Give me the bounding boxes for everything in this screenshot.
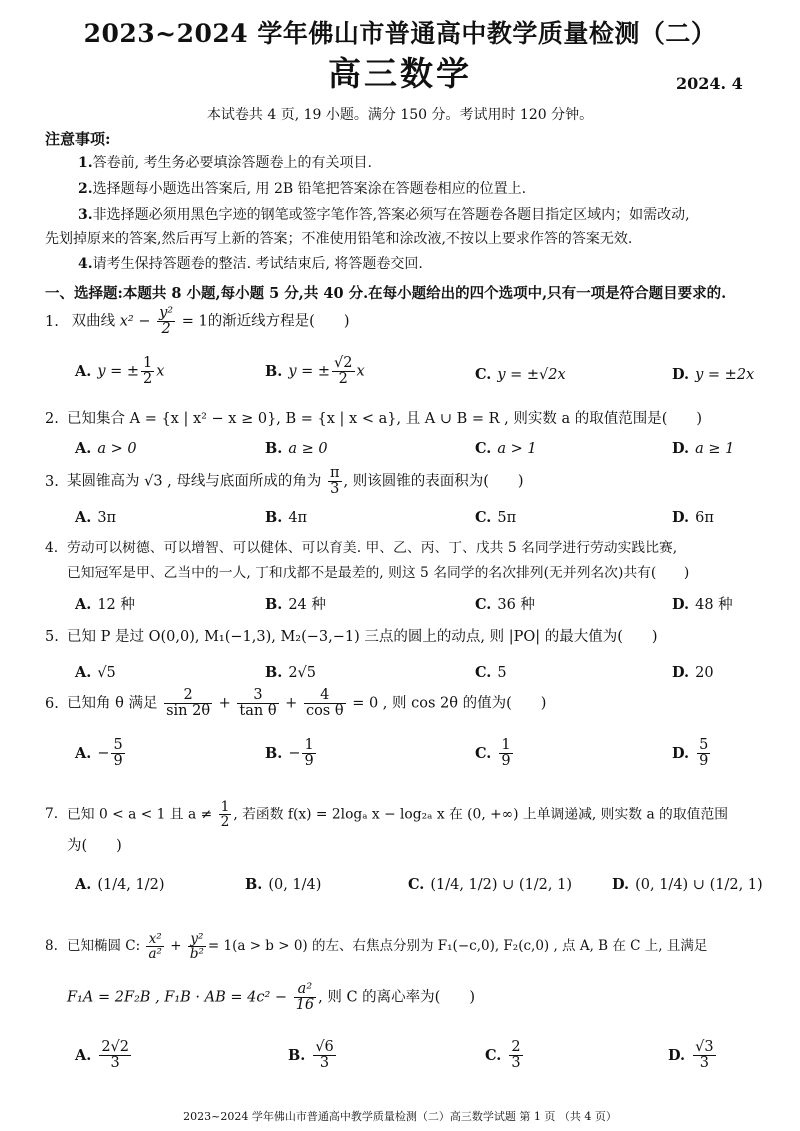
question-5-option-b[interactable]: B. 2√5 xyxy=(265,664,317,681)
question-2: 2. 已知集合 A = {x | x² − x ≥ 0}, B = {x | x < a}, 且 A ∪ B = R , 则实数 a 的取值范围是( ) xyxy=(45,411,703,427)
question-1-option-a[interactable]: A. y = ± $\frac{1}{2}$ x xyxy=(75,355,165,388)
question-2-option-b[interactable]: B. a ≥ 0 xyxy=(265,440,328,457)
question-8-option-b[interactable]: B. $\frac{√6}{3}$ xyxy=(288,1039,334,1072)
question-5: 5. 已知 P 是过 O(0,0), M₁(−1,3), M₂(−3,−1) 三点的圆上的动点, 则 |PO| 的最大值为( ) xyxy=(45,629,658,645)
question-8-option-a[interactable]: A. $\frac{2√2}{3}$ xyxy=(75,1039,130,1072)
question-7-option-a[interactable]: A. (1/4, 1/2) xyxy=(75,876,165,893)
question-3-option-b[interactable]: B. 4π xyxy=(265,509,308,526)
question-5-option-d[interactable]: D. 20 xyxy=(672,664,714,681)
question-2-option-a[interactable]: A. a > 0 xyxy=(75,440,137,457)
question-4-cont: 已知冠军是甲、乙当中的一人, 丁和戊都不是最差的, 则这 5 名同学的名次排列(无并列名次)共有( ) xyxy=(67,565,690,581)
notice-item: 2.选择题每小题选出答案后, 用 2B 铅笔把答案涂在答题卷相应的位置上. xyxy=(78,181,527,197)
question-7-option-d[interactable]: D. (0, 1/4) ∪ (1/2, 1) xyxy=(612,876,763,893)
notice-item: 1.答卷前, 考生务必要填涂答题卷上的有关项目. xyxy=(78,155,372,171)
notice-title: 注意事项: xyxy=(45,130,111,148)
question-8-option-d[interactable]: D. $\frac{√3}{3}$ xyxy=(668,1039,714,1072)
notice-item: 4.请考生保持答题卷的整洁. 考试结束后, 将答题卷交回. xyxy=(78,256,423,272)
section-heading: 一、选择题:本题共 8 小题,每小题 5 分,共 40 分.在每小题给出的四个选项中,只有一项是符合题目要求的. xyxy=(45,285,727,302)
question-2-option-d[interactable]: D. a ≥ 1 xyxy=(672,440,735,457)
question-6-option-b[interactable]: B. − $\frac{1}{9}$ xyxy=(265,737,314,770)
question-6: 6. 已知角 θ 满足 $\frac{2}{\sin 2\theta}$ + $\frac{3}{\text{tan θ}}$ + $\frac{4}{\text{cos θ}}$ = 0 , 则 cos 2θ 的值为( ) xyxy=(45,687,547,720)
question-3-option-a[interactable]: A. 3π xyxy=(75,509,117,526)
question-4-option-b[interactable]: B. 24 种 xyxy=(265,596,326,613)
question-1-option-c[interactable]: C. y = ±√2x xyxy=(475,366,566,383)
question-8-option-c[interactable]: C. $\frac{2}{3}$ xyxy=(485,1039,521,1072)
question-4: 4. 劳动可以树德、可以增智、可以健体、可以育美. 甲、乙、丙、丁、戊共 5 名同学进行劳动实践比赛, xyxy=(45,540,678,556)
question-1: 1. 双曲线 x² − $\frac{\text{y²}}{2}$ = 1的渐近线方程是( ) xyxy=(45,305,350,338)
notice-item: 先划掉原来的答案,然后再写上新的答案；不准使用铅笔和涂改液,不按以上要求作答的答案无效. xyxy=(45,231,633,247)
question-2-option-c[interactable]: C. a > 1 xyxy=(475,440,537,457)
question-7: 7. 已知 0 < a < 1 且 a ≠ $\frac{1}{2}$ , 若函数 f(x) = 2logₐ x − log₂ₐ x 在 (0, +∞) 上单调递减, 则实数 a 的取值范围 xyxy=(45,799,729,831)
question-4-option-d[interactable]: D. 48 种 xyxy=(672,596,733,613)
question-7-option-c[interactable]: C. (1/4, 1/2) ∪ (1/2, 1) xyxy=(408,876,573,893)
question-6-option-d[interactable]: D. $\frac{5}{9}$ xyxy=(672,737,709,770)
question-4-option-c[interactable]: C. 36 种 xyxy=(475,596,535,613)
question-5-option-c[interactable]: C. 5 xyxy=(475,664,507,681)
question-7-option-b[interactable]: B. (0, 1/4) xyxy=(245,876,322,893)
question-7-cont: 为( ) xyxy=(67,838,122,854)
question-6-option-c[interactable]: C. $\frac{1}{9}$ xyxy=(475,737,511,770)
exam-title: 2023~2024 学年佛山市普通高中教学质量检测（二） xyxy=(83,19,717,48)
question-3-option-d[interactable]: D. 6π xyxy=(672,509,714,526)
notice-item: 3.非选择题必须用黑色字迹的钢笔或签字笔作答,答案必须写在答题卷各题目指定区域内；如需改动, xyxy=(78,207,690,223)
question-6-option-a[interactable]: A. − $\frac{5}{9}$ xyxy=(75,737,123,770)
question-1-option-b[interactable]: B. y = ± $\frac{√2}{2}$ x xyxy=(265,355,365,388)
question-4-option-a[interactable]: A. 12 种 xyxy=(75,596,135,613)
question-1-option-d[interactable]: D. y = ±2x xyxy=(672,366,755,383)
question-8-cont: F₁A = 2F₂B , F₁B · AB = 4c² − $\frac{\text{a²}}{16}$ , 则 C 的离心率为( ) xyxy=(67,981,475,1014)
page-footer: 2023~2024 学年佛山市普通高中教学质量检测（二）高三数学试题 第 1 页 （共 4 页） xyxy=(183,1110,617,1123)
exam-info: 本试卷共 4 页, 19 小题。满分 150 分。考试用时 120 分钟。 xyxy=(206,107,594,123)
exam-subject: 高三数学 xyxy=(328,54,472,93)
question-3-option-c[interactable]: C. 5π xyxy=(475,509,517,526)
exam-date: 2024. 4 xyxy=(676,74,743,93)
question-5-option-a[interactable]: A. √5 xyxy=(75,664,116,681)
question-8: 8. 已知椭圆 C: $\frac{\text{x²}}{\text{a²}}$ + $\frac{\text{y²}}{\text{b²}}$ = 1(a > b > 0) 的左、右焦点分别为 F₁(−c,0), F₂(c,0) , 点 A, B 在 C 上, 且满足 xyxy=(45,931,708,963)
question-3: 3. 某圆锥高为 √3 , 母线与底面所成的角为 $\frac{\pi}{3}$ , 则该圆锥的表面积为( ) xyxy=(45,465,524,498)
